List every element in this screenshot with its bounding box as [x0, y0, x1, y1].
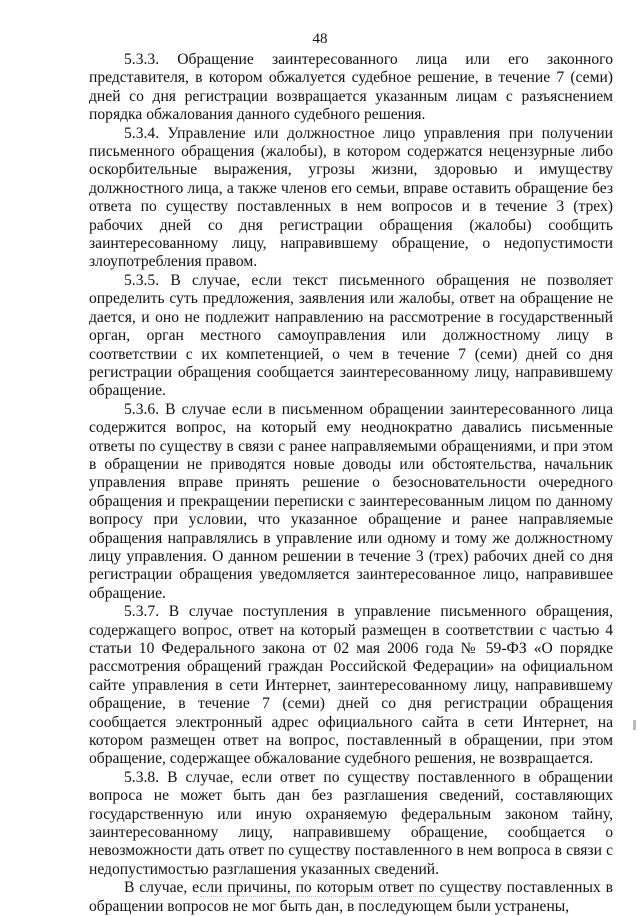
paragraph-5-3-3: 5.3.3. Обращение заинтересованного лица или его законного представителя, в котором обжалуется судебное решение, в течение 7 (семи) дней со дня регистрации возвращается указанным лицам с разъяснением порядка обжалования данного судебного решения.	[89, 51, 613, 124]
paragraph-5-3-4: 5.3.4. Управление или должностное лицо управления при получении письменного обращения (жалобы), в котором содержатся нецензурные либо оскорбительные выражения, угрозы жизни, здоровью и имуществу должностного лица, а также членов его семьи, вправе оставить обращение без ответа по существу поставленных в нем вопросов и в течение 3 (трех) рабочих дней со дня регистрации обращения (жалобы) сообщить заинтересованному лицу, направившему обращение, о недопустимости злоупотребления правом.	[89, 124, 613, 271]
paragraph-continuation: В случае, если причины, по которым ответ по существу поставленных в обращении вопросов не мог быть дан, в последующем были устранены,	[89, 879, 613, 915]
document-body	[89, 51, 613, 916]
scan-artifact-mark	[633, 720, 636, 730]
page-number: 48	[312, 31, 328, 47]
paragraph-5-3-5: 5.3.5. В случае, если текст письменного обращения не позволяет определить суть предложения, заявления или жалобы, ответ на обращение не дается, и оно не подлежит направлению на рассмотрение в государственный орган, орган местного самоуправления или должностному лицу в соответствии с их компетенцией, о чем в течение 7 (семи) дней со дня регистрации обращения сообщается заинтересованному лицу, направившему обращение.	[89, 271, 613, 400]
scan-artifact-dots	[200, 896, 460, 901]
paragraph-5-3-8: 5.3.8. В случае, если ответ по существу поставленного в обращении вопроса не может быть дан без разглашения сведений, составляющих государственную или иную охраняемую федеральным законом тайну, заинтересованному лицу, направившему обращение, сообщается о невозможности дать ответ по существу поставленного в нем вопроса в связи с недопустимостью разглашения указанных сведений.	[89, 768, 613, 878]
paragraph-5-3-6: 5.3.6. В случае если в письменном обращении заинтересованного лица содержится вопрос, на который ему неоднократно давались письменные ответы по существу в связи с ранее направляемыми обращениями, и при этом в обращении не приводятся новые доводы или обстоятельства, начальник управления вправе принять решение о безосновательности очередного обращения и прекращении переписки с заинтересованным лицом по данному вопросу при условии, что указанное обращение и ранее направляемые обращения направлялись в управление или одному и тому же должностному лицу управления. О данном решении в течение 3 (трех) рабочих дней со дня регистрации обращения уведомляется заинтересованное лицо, направившее обращение.	[89, 400, 613, 602]
paragraph-5-3-7: 5.3.7. В случае поступления в управление письменного обращения, содержащего вопрос, ответ на который размещен в соответствии с частью 4 статьи 10 Федерального закона от 02 мая 2006 года № 59-ФЗ «О порядке рассмотрения обращений граждан Российской Федерации» на официальном сайте управления в сети Интернет, заинтересованному лицу, направившему обращение, в течение 7 (семи) дней со дня регистрации обращения сообщается электронный адрес официального сайта в сети Интернет, на котором размещен ответ на вопрос, поставленный в обращении, при этом обращение, содержащее обжалование судебного решения, не возвращается.	[89, 603, 613, 768]
